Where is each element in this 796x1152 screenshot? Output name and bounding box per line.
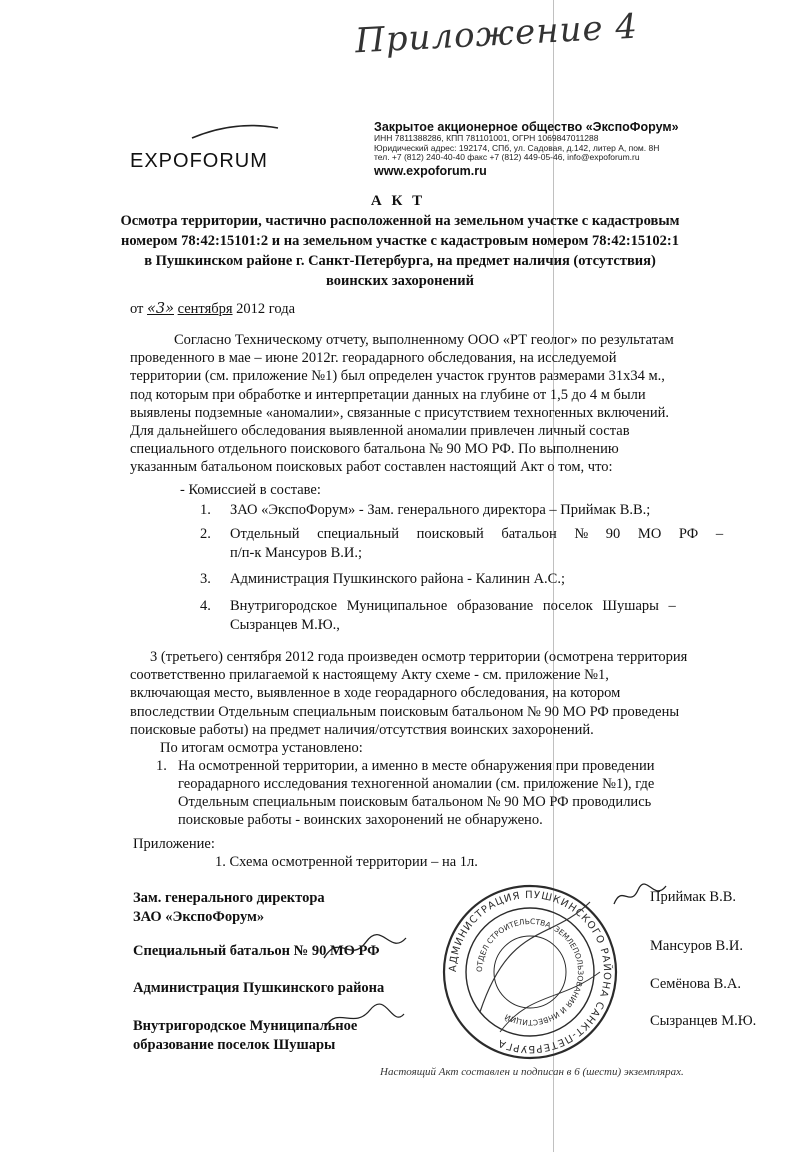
text-line: На осмотренной территории, а именно в месте обнаружения при проведении — [178, 758, 655, 774]
signature-name: Сызранцев М.Ю. — [650, 1013, 757, 1029]
signature-name: Семёнова В.А. — [650, 976, 742, 992]
item-text: Внутригородское Муниципальное образование поселок Шушары – — [230, 598, 676, 614]
signature-name: Приймак В.В. — [650, 889, 737, 905]
item-number: 2. — [200, 526, 211, 542]
role-line: Специальный батальон № 90 МО РФ — [133, 943, 380, 959]
attachment-heading: Приложение: — [133, 836, 215, 852]
text-line: специального отдельного поискового батальона № 90 МО РФ. По выполнению — [130, 441, 619, 458]
role-line: образование поселок Шушары — [133, 1037, 336, 1053]
signature-scribble-icon — [320, 1000, 410, 1036]
date-day: «3» — [147, 301, 174, 317]
text-line: георадарного исследования техногенной аномалии (см. приложение №1), где — [178, 776, 655, 792]
text-line: Отдельным специальным поисковым батальоном № 90 МО РФ проводились — [178, 794, 652, 810]
signature-scribble-icon — [320, 930, 410, 966]
attachment-item: 1. Схема осмотренной территории – на 1л. — [215, 854, 478, 870]
text-line: выявлены подземные «аномалии», связанные с присутствием техногенных включений. — [130, 404, 669, 421]
item-number: 3. — [200, 571, 211, 587]
item-number: 1. — [156, 758, 167, 774]
item-text: п/п-к Мансуров В.И.; — [230, 545, 363, 561]
logo-text: EXPOFORUM — [130, 150, 268, 172]
role-line: Администрация Пушкинского района — [133, 980, 385, 996]
company-header — [374, 120, 774, 179]
document-subject — [110, 211, 690, 291]
svg-text:ОТДЕЛ СТРОИТЕЛЬСТВА, ЗЕМЛЕПОЛЬ — [475, 917, 585, 1027]
result-heading: По итогам осмотра установлено: — [160, 740, 363, 756]
company-name: Закрытое акционерное общество «ЭкспоФорум» — [374, 120, 679, 134]
document-date — [130, 301, 295, 318]
date-month: сентября — [177, 301, 233, 317]
role-line: Зам. генерального директора — [133, 890, 325, 906]
commission-heading: - Комиссией в составе: — [180, 482, 321, 498]
item-number: 4. — [200, 598, 211, 614]
item-text: Сызранцев М.Ю., — [230, 617, 340, 633]
text-line: соответственно прилагаемой к настоящему Акту схеме - см. приложение №1, — [130, 667, 609, 684]
text-line: 3 (третьего) сентября 2012 года произведен осмотр территории (осмотрена территория — [150, 649, 688, 665]
company-ids: ИНН 7811388286, КПП 781101001, ОГРН 1069847011288 — [374, 133, 599, 143]
stamp-outer-text: АДМИНИСТРАЦИЯ ПУШКИНСКОГО РАЙОНА САНКТ-ПЕТЕРБУРГА — [447, 889, 613, 1055]
official-stamp — [440, 882, 620, 1062]
signature-role — [133, 979, 384, 998]
item-text: Администрация Пушкинского района - Калинин А.С.; — [230, 571, 565, 587]
expoforum-logo — [130, 118, 290, 178]
text-line: территории (см. приложение №1) был определен участок грунтов размерами 31х34 м., — [130, 368, 665, 385]
logo-swoosh-icon — [190, 122, 280, 142]
item-text: ЗАО «ЭкспоФорум» - Зам. генерального директора – Приймак В.В.; — [230, 502, 651, 518]
date-year: 2012 — [236, 301, 266, 317]
role-line: ЗАО «ЭкспоФорум» — [133, 909, 265, 925]
subject-line: номером 78:42:15101:2 и на земельном участке с кадастровым номером 78:42:15102:1 — [120, 233, 680, 249]
svg-text:АДМИНИСТРАЦИЯ ПУШКИНСКОГО РАЙО — [448, 890, 614, 1054]
item-number: 1. — [200, 502, 211, 518]
company-address: Юридический адрес: 192174, СПб, ул. Садовая, д.142, литер А, пом. 8Н — [374, 142, 660, 153]
role-line: Внутригородское Муниципальное — [133, 1018, 358, 1034]
footer-note: Настоящий Акт составлен и подписан в 6 (шести) экземплярах. — [380, 1066, 684, 1078]
text-line: под которым при обработке и интерпретации данных на глубине от 1,5 до 4 м были — [130, 386, 646, 403]
paragraph-inspection — [130, 648, 746, 739]
text-line: поисковые работы) на предмет наличия/отсутствия воинских захоронений. — [130, 721, 594, 738]
stamp-inner-text: ОТДЕЛ СТРОИТЕЛЬСТВА, ЗЕМЛЕПОЛЬЗОВАНИЯ И ИНВЕСТИЦИЙ — [474, 916, 586, 1028]
paragraph-intro — [130, 331, 746, 477]
company-contacts: тел. +7 (812) 240-40-40 факс +7 (812) 449-05-46, info@expoforum.ru — [374, 152, 640, 162]
text-line: поисковые работы - воинских захоронений не обнаружено. — [178, 812, 543, 828]
signature-name: Мансуров В.И. — [650, 938, 743, 954]
subject-line: воинских захоронений — [326, 273, 474, 289]
item-text: Отдельный специальный поисковый батальон № 90 МО РФ – — [230, 526, 724, 542]
text-line: указанным батальоном поисковых работ составлен настоящий Акт о том, что: — [130, 459, 613, 476]
date-suffix: года — [268, 301, 296, 317]
signature-scribble-icon — [610, 880, 670, 910]
subject-line: в Пушкинском районе г. Санкт-Петербурга, на предмет наличия (отсутствия) — [144, 253, 656, 269]
text-line: включающая место, выявленное в ходе георадарного обследования, на котором — [130, 685, 621, 702]
signature-role — [133, 889, 325, 927]
company-website: www.expoforum.ru — [374, 163, 487, 178]
text-line: Согласно Техническому отчету, выполненному ООО «РТ геолог» по результатам — [174, 332, 674, 348]
text-line: проведенного в мае – июне 2012г. георадарного обследования, на исследуемой — [130, 350, 617, 367]
annex-label-handwritten: Приложение 4 — [354, 6, 639, 62]
text-line: Для дальнейшего обследования выявленной аномалии привлечен личный состав — [130, 423, 630, 440]
date-prefix: от — [130, 301, 144, 317]
text-line: впоследствии Отдельным специальным поисковым батальоном № 90 МО РФ проведены — [130, 703, 680, 720]
subject-line: Осмотра территории, частично расположенной на земельном участке с кадастровым — [120, 213, 680, 229]
document-title: А К Т — [370, 193, 426, 209]
